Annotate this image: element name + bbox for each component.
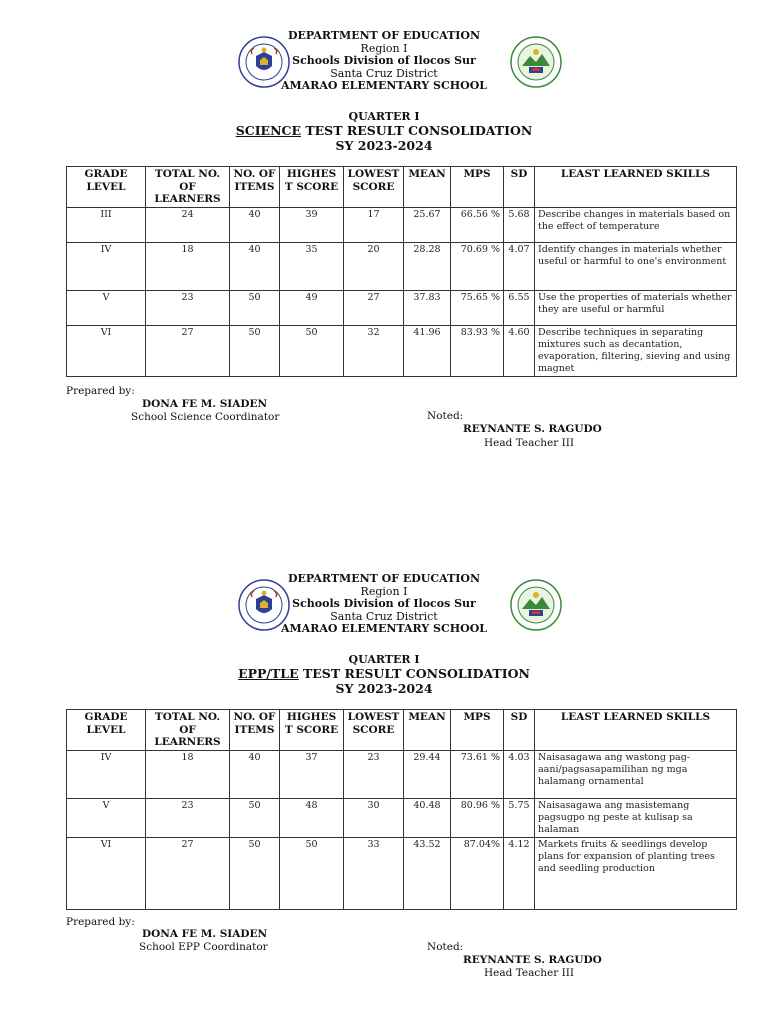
cell-mps: 66.56 % [451, 207, 504, 242]
cell-skills: Naisasagawa ang masistemang pagsugpo ng peste at kulisap sa halaman [535, 798, 737, 837]
col-header-mps: MPS [451, 710, 504, 751]
cell-grade: V [67, 798, 146, 837]
report-header [0, 573, 768, 643]
title-subject: SCIENCE [235, 123, 301, 138]
col-header-mps: MPS [451, 167, 504, 208]
cell-skills: Naisasagawa ang wastong pag-aani/pagsasapamilihan ng mga halamang ornamental [535, 750, 737, 798]
cell-grade: IV [67, 242, 146, 290]
cell-mean: 40.48 [404, 798, 451, 837]
col-header-sd: SD [504, 167, 535, 208]
cell-mps: 73.61 % [451, 750, 504, 798]
table-header-row [67, 167, 737, 208]
col-header-highest: HIGHES T SCORE [280, 710, 344, 751]
cell-grade: V [67, 290, 146, 325]
cell-highest: 50 [280, 837, 344, 909]
col-header-mean: MEAN [404, 167, 451, 208]
cell-items: 40 [230, 242, 280, 290]
cell-mps: 70.69 % [451, 242, 504, 290]
cell-learners: 23 [146, 290, 230, 325]
header-division: Schools Division of Ilocos Sur [292, 597, 476, 610]
cell-mps: 83.93 % [451, 325, 504, 376]
prepared-block [142, 398, 267, 411]
school-seal-icon [510, 579, 562, 631]
header-school: AMARAO ELEMENTARY SCHOOL [280, 79, 488, 92]
noted-name: REYNANTE S. RAGUDO [463, 423, 602, 435]
table-row [67, 798, 737, 837]
col-header-skills: LEAST LEARNED SKILLS [535, 167, 737, 208]
cell-items: 40 [230, 207, 280, 242]
cell-learners: 24 [146, 207, 230, 242]
cell-highest: 35 [280, 242, 344, 290]
cell-items: 50 [230, 798, 280, 837]
title-subject: EPP/TLE [238, 666, 299, 681]
cell-mean: 25.67 [404, 207, 451, 242]
cell-sd: 4.03 [504, 750, 535, 798]
cell-sd: 5.75 [504, 798, 535, 837]
quarter-label: QUARTER I [348, 653, 420, 666]
col-header-items: NO. OF ITEMS [230, 710, 280, 751]
cell-mean: 41.96 [404, 325, 451, 376]
table-row [67, 290, 737, 325]
col-header-skills: LEAST LEARNED SKILLS [535, 710, 737, 751]
noted-label: Noted: [427, 941, 464, 953]
cell-sd: 4.07 [504, 242, 535, 290]
cell-lowest: 30 [344, 798, 404, 837]
prepared-name: DONA FE M. SIADEN [142, 398, 268, 410]
epp-tle-report-section [0, 572, 768, 979]
cell-highest: 48 [280, 798, 344, 837]
cell-lowest: 33 [344, 837, 404, 909]
cell-grade: VI [67, 325, 146, 376]
title-rest: TEST RESULT CONSOLIDATION [301, 123, 533, 138]
cell-lowest: 27 [344, 290, 404, 325]
noted-role: Head Teacher III [484, 967, 575, 979]
cell-sd: 4.12 [504, 837, 535, 909]
cell-sd: 5.68 [504, 207, 535, 242]
cell-skills: Identify changes in materials whether useful or harmful to one's environment [535, 242, 737, 290]
cell-lowest: 17 [344, 207, 404, 242]
header-department: DEPARTMENT OF EDUCATION [287, 29, 481, 42]
cell-mps: 80.96 % [451, 798, 504, 837]
quarter-label: QUARTER I [348, 110, 420, 123]
cell-skills: Use the properties of materials whether they are useful or harmful [535, 290, 737, 325]
cell-mps: 75.65 % [451, 290, 504, 325]
col-header-learners: TOTAL NO. OF LEARNERS [146, 710, 230, 751]
cell-sd: 4.60 [504, 325, 535, 376]
cell-learners: 23 [146, 798, 230, 837]
noted-label: Noted: [427, 410, 464, 422]
cell-learners: 18 [146, 242, 230, 290]
col-header-lowest: LOWEST SCORE [344, 710, 404, 751]
prepared-label: Prepared by: [66, 385, 135, 397]
col-header-items: NO. OF ITEMS [230, 167, 280, 208]
col-header-learners: TOTAL NO. OF LEARNERS [146, 167, 230, 208]
cell-learners: 18 [146, 750, 230, 798]
prepared-block [142, 928, 267, 941]
school-seal-icon [510, 36, 562, 88]
cell-items: 40 [230, 750, 280, 798]
cell-skills: Markets fruits & seedlings develop plans for expansion of planting trees and seedling production [535, 837, 737, 909]
table-row [67, 207, 737, 242]
cell-mean: 37.83 [404, 290, 451, 325]
cell-mean: 43.52 [404, 837, 451, 909]
cell-highest: 39 [280, 207, 344, 242]
noted-name: REYNANTE S. RAGUDO [463, 954, 602, 966]
cell-mean: 29.44 [404, 750, 451, 798]
cell-mean: 28.28 [404, 242, 451, 290]
cell-grade: IV [67, 750, 146, 798]
report-header [0, 30, 768, 100]
prepared-role: School Science Coordinator [131, 411, 280, 423]
school-year: SY 2023-2024 [335, 681, 433, 696]
school-year: SY 2023-2024 [335, 138, 433, 153]
noted-block [463, 423, 602, 436]
col-header-grade: GRADE LEVEL [67, 167, 146, 208]
col-header-mean: MEAN [404, 710, 451, 751]
science-report-section [0, 29, 768, 449]
prepared-role: School EPP Coordinator [139, 941, 268, 953]
cell-grade: III [67, 207, 146, 242]
cell-highest: 49 [280, 290, 344, 325]
prepared-label: Prepared by: [66, 916, 135, 928]
cell-mps: 87.04% [451, 837, 504, 909]
header-division: Schools Division of Ilocos Sur [292, 54, 476, 67]
cell-learners: 27 [146, 325, 230, 376]
title-rest: TEST RESULT CONSOLIDATION [298, 666, 530, 681]
header-department: DEPARTMENT OF EDUCATION [287, 572, 481, 585]
cell-lowest: 23 [344, 750, 404, 798]
cell-items: 50 [230, 290, 280, 325]
report-titles [0, 110, 768, 153]
cell-grade: VI [67, 837, 146, 909]
cell-lowest: 20 [344, 242, 404, 290]
cell-skills: Describe changes in materials based on the effect of temperature [535, 207, 737, 242]
cell-sd: 6.55 [504, 290, 535, 325]
cell-highest: 50 [280, 325, 344, 376]
results-table [66, 166, 737, 377]
table-row [67, 750, 737, 798]
noted-block [463, 954, 602, 967]
col-header-grade: GRADE LEVEL [67, 710, 146, 751]
cell-items: 50 [230, 325, 280, 376]
col-header-sd: SD [504, 710, 535, 751]
col-header-highest: HIGHES T SCORE [280, 167, 344, 208]
header-school: AMARAO ELEMENTARY SCHOOL [280, 622, 488, 635]
report-title [0, 123, 768, 138]
report-title [0, 666, 768, 681]
cell-items: 50 [230, 837, 280, 909]
noted-role: Head Teacher III [484, 437, 575, 449]
cell-learners: 27 [146, 837, 230, 909]
results-table [66, 709, 737, 910]
header-district: Santa Cruz District [330, 66, 438, 80]
report-titles [0, 653, 768, 696]
cell-highest: 37 [280, 750, 344, 798]
table-header-row [67, 710, 737, 751]
header-region: Region I [360, 584, 408, 598]
prepared-name: DONA FE M. SIADEN [142, 928, 268, 940]
header-region: Region I [360, 41, 408, 55]
table-row [67, 242, 737, 290]
cell-skills: Describe techniques in separating mixtures such as decantation, evaporation, filtering, sieving and using magnet [535, 325, 737, 376]
table-row [67, 837, 737, 909]
header-district: Santa Cruz District [330, 609, 438, 623]
cell-lowest: 32 [344, 325, 404, 376]
col-header-lowest: LOWEST SCORE [344, 167, 404, 208]
table-row [67, 325, 737, 376]
